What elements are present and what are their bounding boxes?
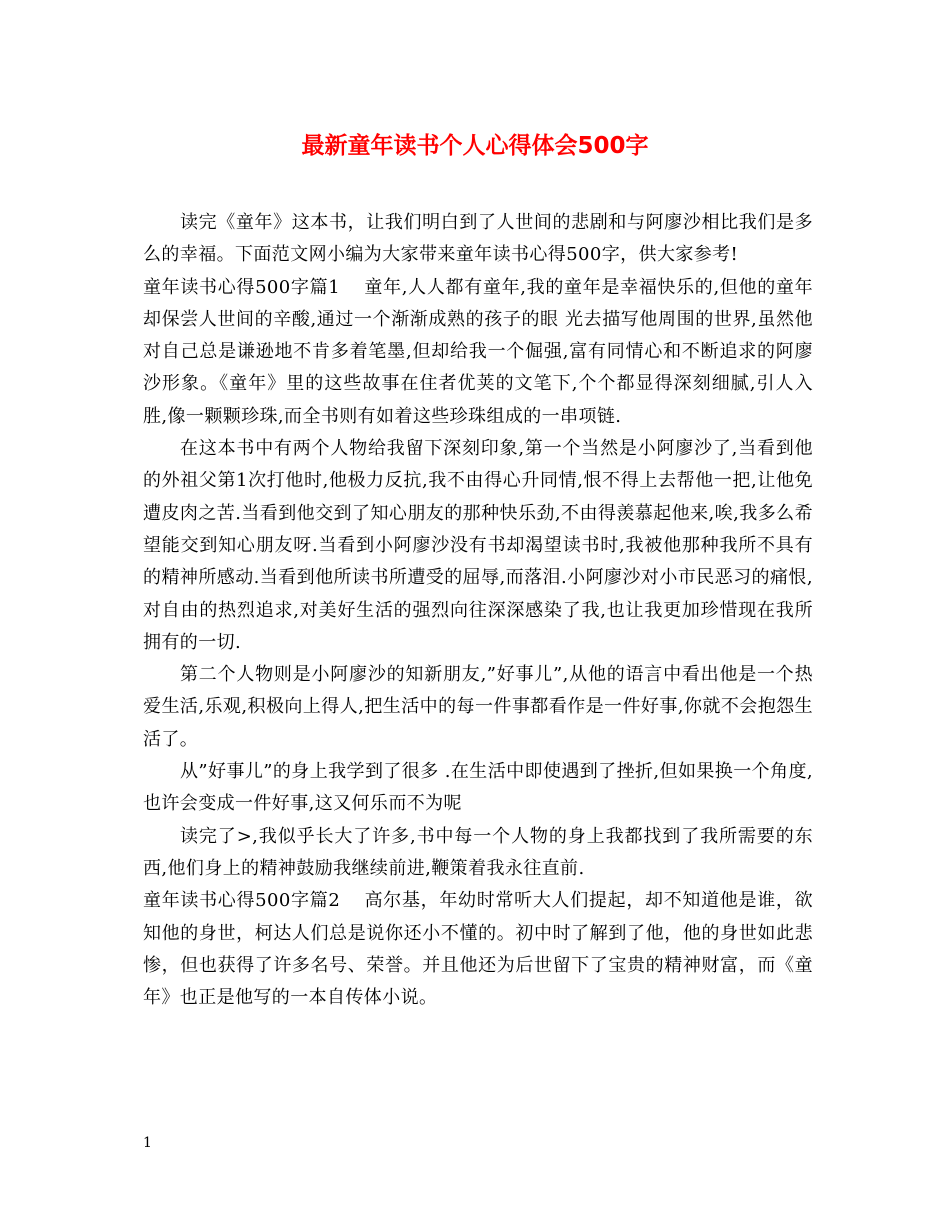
- document-body: [143, 207, 813, 1014]
- section2-first-paragraph: [143, 885, 813, 1014]
- section1-paragraph-3: 第二个人物则是小阿廖沙的知新朋友,”好事儿”,从他的语言中看出他是一个热爱生活,乐观,积极向上得人,把生活中的每一件事都看作是一件好事,你就不会抱怨生活了。: [143, 664, 813, 750]
- section1-paragraph-1: 童年,人人都有童年,我的童年是幸福快乐的,但他的童年却保尝人世间的辛酸,通过一个渐渐成熟的孩子的眼 光去描写他周围的世界,虽然他对自己总是谦逊地不肯多着笔墨,但却给我一个倔强,富有同情心和不断追求的阿廖沙形象。《童年》里的这些故事在住者优荚的文笔下,个个都显得深刻细腻,引人入胜,像一颗颗珍珠,而全书则有如着这些珍珠组成的一串项链.: [143, 276, 814, 427]
- page-number: 1: [143, 1135, 152, 1151]
- section1-paragraph-5: 读完了>,我似乎长大了许多,书中每一个人物的身上我都找到了我所需要的东西,他们身上的精神鼓励我继续前进,鞭策着我永往直前.: [143, 825, 813, 879]
- section1-paragraph-2: 在这本书中有两个人物给我留下深刻印象,第一个当然是小阿廖沙了,当看到他的外祖父第1次打他时,他极力反抗,我不由得心升同情,恨不得上去帮他一把,让他免遭皮肉之苦.当看到他交到了知心朋友的那种快乐劲,不由得羡慕起他来,唉,我多么希望能交到知心朋友呀.当看到小阿廖沙没有书却渴望读书时,我被他那种我所不具有的精神所感动.当看到他所读书所遭受的屈辱,而落泪.小阿廖沙对小市民恶习的痛恨,对自由的热烈追求,对美好生活的强烈向往深深感染了我,也让我更加珍惜现在我所拥有的一切.: [143, 438, 813, 653]
- document-title: 最新童年读书个人心得体会500字: [301, 133, 649, 159]
- intro-paragraph: 读完《童年》这本书，让我们明白到了人世间的悲剧和与阿廖沙相比我们是多么的幸福。下面范文网小编为大家带来童年读书心得500字，供大家参考!: [143, 212, 813, 266]
- section1-first-paragraph: [143, 272, 813, 433]
- section2-heading: 童年读书心得500字篇2: [143, 890, 341, 912]
- section1-paragraph-4: 从”好事儿”的身上我学到了很多 .在生活中即使遇到了挫折,但如果换一个角度,也许会变成一件好事,这又何乐而不为呢: [143, 761, 813, 815]
- section2-paragraph-1: 高尔基，年幼时常听大人们提起，却不知道他是谁，欲知他的身世，柯达人们总是说你还小不懂的。初中时了解到了他，他的身世如此悲惨，但也获得了许多名号、荣誉。并且他还为后世留下了宝贵的精神财富，而《童年》也正是他写的一本自传体小说。: [143, 890, 813, 1009]
- section1-heading: 童年读书心得500字篇1: [143, 276, 341, 298]
